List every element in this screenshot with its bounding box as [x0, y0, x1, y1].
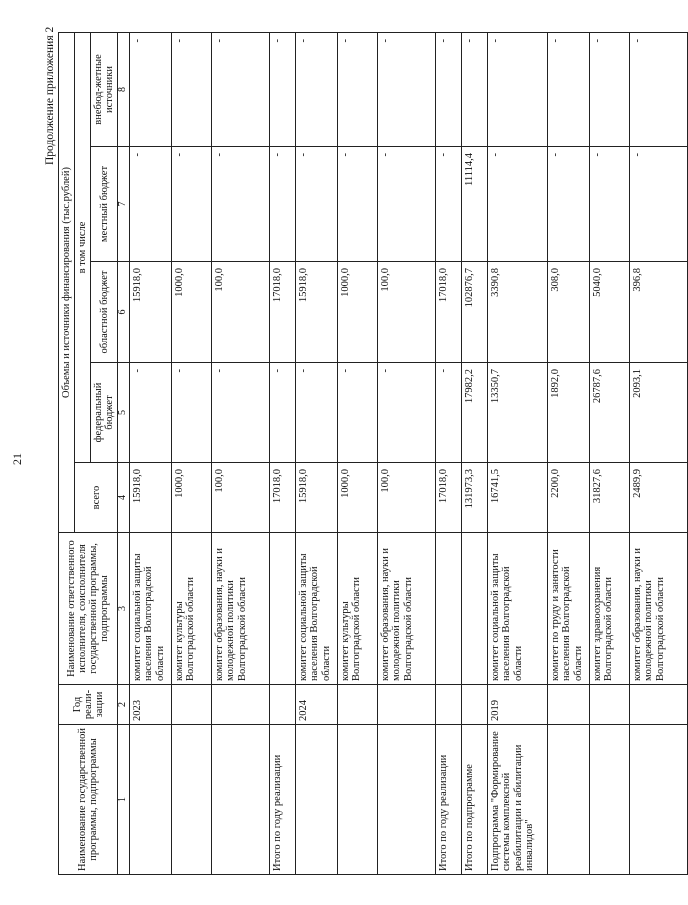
cell-executor: комитет здравоохранения Волгоградской области	[589, 533, 629, 685]
header-including: в том числе	[75, 32, 91, 462]
cell-federal: -	[211, 363, 269, 463]
cell-total: 16741,5	[487, 463, 547, 533]
column-index: 4	[118, 463, 130, 533]
cell-federal: -	[337, 363, 377, 463]
cell-extrabudget: -	[589, 32, 629, 146]
cell-regional: 308,0	[547, 262, 589, 363]
header-regional: областной бюджет	[91, 262, 118, 363]
cell-year: 2023	[129, 685, 171, 725]
cell-executor	[269, 533, 295, 685]
cell-total: 100,0	[211, 463, 269, 533]
column-index: 1	[118, 725, 130, 875]
header-federal: федеральный бюджет	[91, 363, 118, 463]
cell-executor: комитет образования, науки и молодежной политики Волгоградской области	[629, 533, 687, 685]
funding-table	[58, 32, 688, 875]
cell-program	[295, 725, 337, 875]
column-index: 6	[118, 262, 130, 363]
cell-regional: 17018,0	[435, 262, 461, 363]
cell-year	[211, 685, 269, 725]
header-local: местный бюджет	[91, 147, 118, 262]
table-row	[171, 32, 211, 874]
cell-regional: 100,0	[377, 262, 435, 363]
table-row	[295, 32, 337, 874]
cell-total: 15918,0	[295, 463, 337, 533]
cell-year	[337, 685, 377, 725]
cell-local: -	[435, 147, 461, 262]
cell-year: 2024	[295, 685, 337, 725]
cell-executor	[435, 533, 461, 685]
cell-total: 17018,0	[269, 463, 295, 533]
table-row	[211, 32, 269, 874]
table-row	[269, 32, 295, 874]
table-row	[129, 32, 171, 874]
cell-year	[547, 685, 589, 725]
header-funding: Объемы и источники финансирования (тыс.рублей)	[59, 32, 75, 532]
cell-local: -	[269, 147, 295, 262]
cell-extrabudget: -	[487, 32, 547, 146]
cell-year	[435, 685, 461, 725]
cell-program: Подпрограмма "Формирование системы комплексной реабилитации и абилитации инвалидов"	[487, 725, 547, 875]
cell-total: 100,0	[377, 463, 435, 533]
cell-extrabudget: -	[461, 32, 487, 146]
cell-federal: -	[129, 363, 171, 463]
cell-year	[171, 685, 211, 725]
cell-executor: комитет социальной защиты населения Волгоградской области	[129, 533, 171, 685]
cell-program: Итого по году реализации	[269, 725, 295, 875]
cell-program: Итого по году реализации	[435, 725, 461, 875]
cell-local: -	[129, 147, 171, 262]
cell-total: 17018,0	[435, 463, 461, 533]
continuation-label: Продолжение приложения 2	[44, 26, 56, 165]
cell-year	[269, 685, 295, 725]
table-row	[435, 32, 461, 874]
header-extrabudget: внебюд-жетные источники	[91, 32, 118, 146]
cell-extrabudget: -	[547, 32, 589, 146]
cell-year	[461, 685, 487, 725]
cell-federal: 17982,2	[461, 363, 487, 463]
cell-executor	[461, 533, 487, 685]
cell-federal: -	[171, 363, 211, 463]
cell-extrabudget: -	[211, 32, 269, 146]
cell-year: 2019	[487, 685, 547, 725]
cell-program	[211, 725, 269, 875]
cell-extrabudget: -	[377, 32, 435, 146]
cell-local: -	[211, 147, 269, 262]
column-index: 3	[118, 533, 130, 685]
cell-executor: комитет культуры Волгоградской области	[337, 533, 377, 685]
cell-local: -	[629, 147, 687, 262]
cell-total: 2489,9	[629, 463, 687, 533]
cell-local: -	[171, 147, 211, 262]
cell-regional: 1000,0	[171, 262, 211, 363]
cell-regional: 15918,0	[129, 262, 171, 363]
cell-federal: -	[377, 363, 435, 463]
cell-extrabudget: -	[269, 32, 295, 146]
cell-total: 15918,0	[129, 463, 171, 533]
column-index: 2	[118, 685, 130, 725]
cell-executor: комитет по труду и занятости населения Волгоградской области	[547, 533, 589, 685]
column-index: 8	[118, 32, 130, 146]
cell-year	[629, 685, 687, 725]
table-body	[129, 32, 687, 874]
column-index: 5	[118, 363, 130, 463]
cell-total: 131973,3	[461, 463, 487, 533]
table-row	[377, 32, 435, 874]
cell-federal: 26787,6	[589, 363, 629, 463]
cell-regional: 100,0	[211, 262, 269, 363]
cell-program	[629, 725, 687, 875]
cell-executor: комитет образования, науки и молодежной политики Волгоградской области	[211, 533, 269, 685]
cell-total: 2200,0	[547, 463, 589, 533]
cell-program	[377, 725, 435, 875]
cell-local: -	[295, 147, 337, 262]
cell-regional: 396,8	[629, 262, 687, 363]
cell-program: Итого по подпрограмме	[461, 725, 487, 875]
cell-total: 31827,6	[589, 463, 629, 533]
cell-federal: -	[435, 363, 461, 463]
cell-extrabudget: -	[171, 32, 211, 146]
cell-local: 11114,4	[461, 147, 487, 262]
table-row	[589, 32, 629, 874]
table-row	[487, 32, 547, 874]
cell-extrabudget: -	[129, 32, 171, 146]
column-index: 7	[118, 147, 130, 262]
cell-year	[377, 685, 435, 725]
cell-regional: 102876,7	[461, 262, 487, 363]
header-executor: Наименование ответственного исполнителя, соисполнителя государственной программы, подпрограммы	[59, 533, 118, 685]
cell-extrabudget: -	[435, 32, 461, 146]
cell-extrabudget: -	[629, 32, 687, 146]
cell-total: 1000,0	[171, 463, 211, 533]
cell-local: -	[589, 147, 629, 262]
table-row	[629, 32, 687, 874]
cell-local: -	[337, 147, 377, 262]
cell-regional: 15918,0	[295, 262, 337, 363]
cell-regional: 1000,0	[337, 262, 377, 363]
cell-year	[589, 685, 629, 725]
header-year: Год реали-зации	[59, 685, 118, 725]
cell-federal: -	[269, 363, 295, 463]
cell-extrabudget: -	[337, 32, 377, 146]
cell-program	[337, 725, 377, 875]
page-number: 21	[10, 453, 24, 465]
cell-extrabudget: -	[295, 32, 337, 146]
cell-federal: 13350,7	[487, 363, 547, 463]
cell-total: 1000,0	[337, 463, 377, 533]
table-row	[337, 32, 377, 874]
header-program: Наименование государственной программы, подпрограммы	[59, 725, 118, 875]
cell-regional: 17018,0	[269, 262, 295, 363]
cell-federal: 1892,0	[547, 363, 589, 463]
cell-program	[547, 725, 589, 875]
cell-executor: комитет социальной защиты населения Волгоградской области	[295, 533, 337, 685]
cell-federal: -	[295, 363, 337, 463]
cell-executor: комитет образования, науки и молодежной политики Волгоградской области	[377, 533, 435, 685]
cell-local: -	[377, 147, 435, 262]
cell-local: -	[547, 147, 589, 262]
header-total: всего	[75, 463, 118, 533]
cell-program	[171, 725, 211, 875]
cell-executor: комитет культуры Волгоградской области	[171, 533, 211, 685]
table-row	[461, 32, 487, 874]
cell-local: -	[487, 147, 547, 262]
cell-program	[129, 725, 171, 875]
cell-regional: 3390,8	[487, 262, 547, 363]
cell-regional: 5040,0	[589, 262, 629, 363]
cell-executor: комитет социальной защиты населения Волгоградской области	[487, 533, 547, 685]
cell-federal: 2093,1	[629, 363, 687, 463]
cell-program	[589, 725, 629, 875]
table-row	[547, 32, 589, 874]
